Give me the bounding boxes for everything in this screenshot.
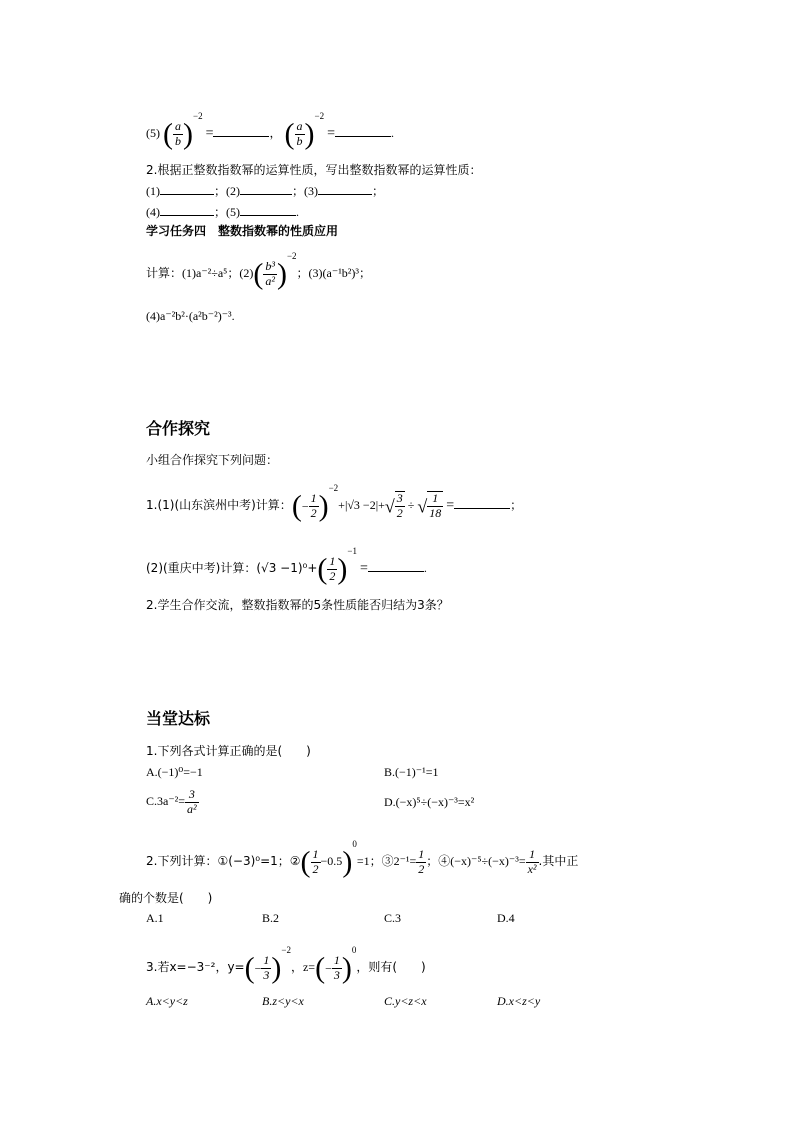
- q2-option-c[interactable]: C.3: [384, 911, 402, 925]
- section2-title: 2.根据正整数指数幂的运算性质，写出整数指数幂的运算性质：: [146, 163, 482, 177]
- q1-option-d[interactable]: D.(−x)⁵÷(−x)⁻³=x²: [384, 795, 475, 809]
- answer-blank[interactable]: [454, 507, 510, 509]
- q1-option-c[interactable]: C.3a⁻²= $\frac{3}{\text{a²}}$: [146, 787, 197, 816]
- standard-q1: 1.下列各式计算正确的是( ): [146, 744, 311, 758]
- q2-option-a[interactable]: A.1: [146, 911, 164, 925]
- left-paren: (: [163, 117, 173, 151]
- section2-line1: (1) ；(2) ；(3) ；: [146, 184, 385, 198]
- item5-prefix: (5): [146, 126, 160, 140]
- q2-option-d[interactable]: D.4: [497, 911, 515, 925]
- standard-heading: 当堂达标: [146, 709, 211, 728]
- coop-q2: (2)(重庆中考)计算：(√3 −1)⁰+( $\frac{1}{2}$ )$^{-1}$ = .: [146, 546, 427, 586]
- q1-option-a[interactable]: A.(−1)⁰=−1: [146, 765, 203, 779]
- standard-q2: 2.下列计算：①(−3)⁰=1；②( $\frac{1}{2}$ −0.5)$^0$=1；③2⁻¹= $\frac{1}{2}$ ；④(−x)⁻⁵÷(−x)⁻³= $\frac{1}{\text{x²}}$ .其中正: [146, 839, 579, 879]
- task4-calc-line: 计算：(1)a⁻²÷a⁵；(2)( $\frac{\text{b³}}{\text{a²}}$ )$^{-2}$；(3)(a⁻¹b²)³；: [146, 251, 371, 291]
- q3-option-a[interactable]: A.x<y<z: [146, 994, 188, 1008]
- coop-heading: 合作探究: [146, 419, 211, 438]
- answer-blank[interactable]: [368, 570, 424, 572]
- q2-option-b[interactable]: B.2: [262, 911, 280, 925]
- task4-heading: 学习任务四 整数指数幂的性质应用: [146, 224, 339, 238]
- q3-option-c[interactable]: C.y<z<x: [384, 994, 427, 1008]
- answer-blank[interactable]: [213, 135, 269, 137]
- coop-q1: 1.(1)(山东滨州中考)计算：(− $\frac{1}{2}$ )$^{-2}$+|√3 −2|+√ $\frac{3}{2}$ ÷ √ $\frac{1}{18}$ = ；: [146, 483, 523, 523]
- exponent: −2: [193, 111, 203, 121]
- fraction-a-over-b: $\frac{a}{b}$: [175, 118, 181, 148]
- coop-q3: 2.学生合作交流，整数指数幂的5条性质能否归结为3条？: [146, 598, 449, 612]
- q1-option-b[interactable]: B.(−1)⁻¹=1: [384, 765, 439, 779]
- answer-blank[interactable]: [335, 135, 391, 137]
- section2-line2: (4) ；(5) .: [146, 205, 299, 219]
- item5-line: (5) ( $\frac{a}{b}$ )$^{-2}$ = ， ( $\frac{a}{b}$ )$^{-2}$ = .: [146, 111, 394, 151]
- standard-q2-cont: 确的个数是( ): [119, 891, 213, 905]
- right-paren: ): [183, 117, 193, 151]
- fraction-a-over-b-2: $\frac{a}{b}$: [296, 118, 303, 148]
- standard-q3: 3.若x=−3⁻²，y=(− $\frac{1}{3}$ )$^{-2}$，z=(− $\frac{1}{3}$ )$^0$，则有( ): [146, 945, 426, 985]
- coop-intro: 小组合作探究下列问题：: [146, 453, 279, 467]
- fraction-b3-over-a2: $\frac{\text{b³}}{\text{a²}}$: [265, 258, 275, 288]
- q3-option-b[interactable]: B.z<y<x: [262, 994, 304, 1008]
- q3-option-d[interactable]: D.x<z<y: [497, 994, 541, 1008]
- task4-q4: (4)a⁻²b²·(a²b⁻²)⁻³.: [146, 309, 235, 323]
